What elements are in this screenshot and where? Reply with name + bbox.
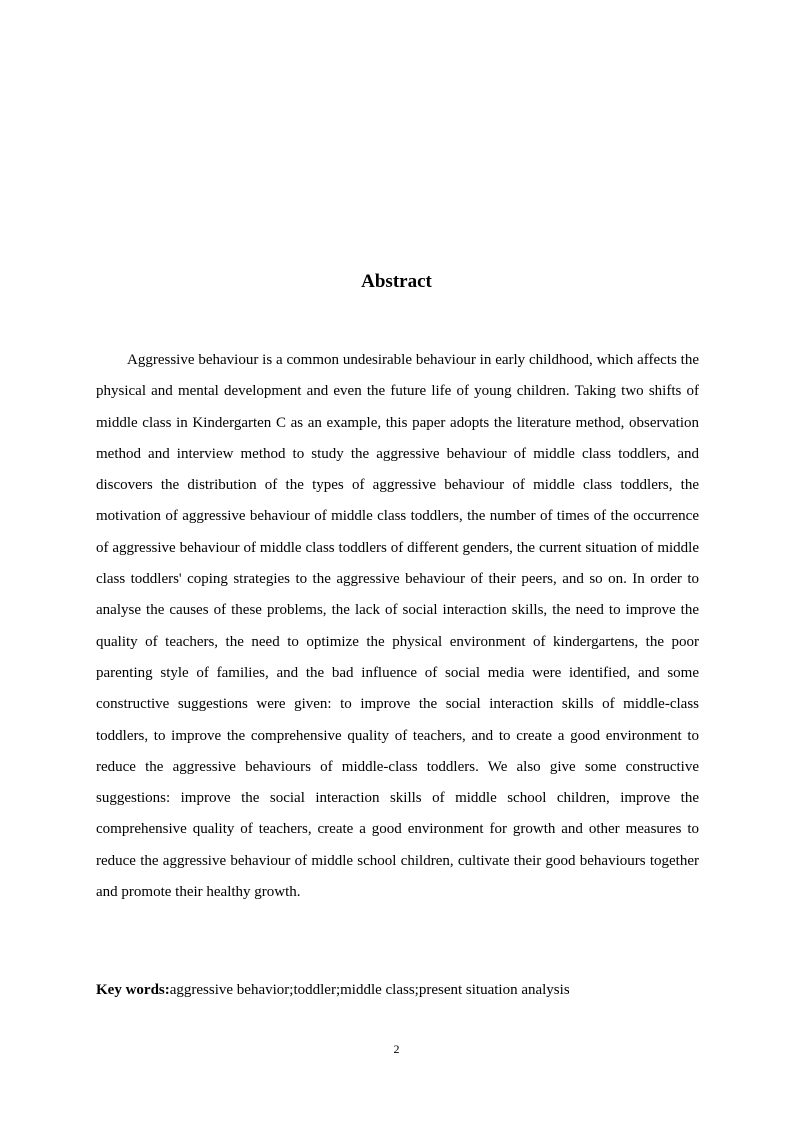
keywords-line [96,978,699,1002]
abstract-paragraph: Aggressive behaviour is a common undesirable behaviour in early childhood, which affects the physical and mental development and even the future life of young children. Taking two shifts of middle class in Kindergarten C as an example, this paper adopts the literature method, observation method and interview method to study the aggressive behaviour of middle class toddlers, and discovers the distribution of the types of aggressive behaviour of middle class toddlers, the motivation of aggressive behaviour of middle class toddlers, the number of times of the occurrence of aggressive behaviour of middle class toddlers of different genders, the current situation of middle class toddlers' coping strategies to the aggressive behaviour of their peers, and so on. In order to analyse the causes of these problems, the lack of social interaction skills, the need to improve the quality of teachers, the need to optimize the physical environment of kindergartens, the poor parenting style of families, and the bad influence of social media were identified, and some constructive suggestions were given: to improve the social interaction skills of middle-class toddlers, to improve the comprehensive quality of teachers, and to create a good environment to reduce the aggressive behaviours of middle-class toddlers. We also give some constructive suggestions: improve the social interaction skills of middle school children, improve the comprehensive quality of teachers, create a good environment for growth and other measures to reduce the aggressive behaviour of middle school children, cultivate their good behaviours together and promote their healthy growth. [96,352,699,901]
keywords-value: aggressive behavior;toddler;middle class;present situation analysis [169,982,570,998]
abstract-title: Abstract [361,271,432,292]
page-number: 2 [393,1042,400,1056]
keywords-label: Key words: [96,982,170,998]
